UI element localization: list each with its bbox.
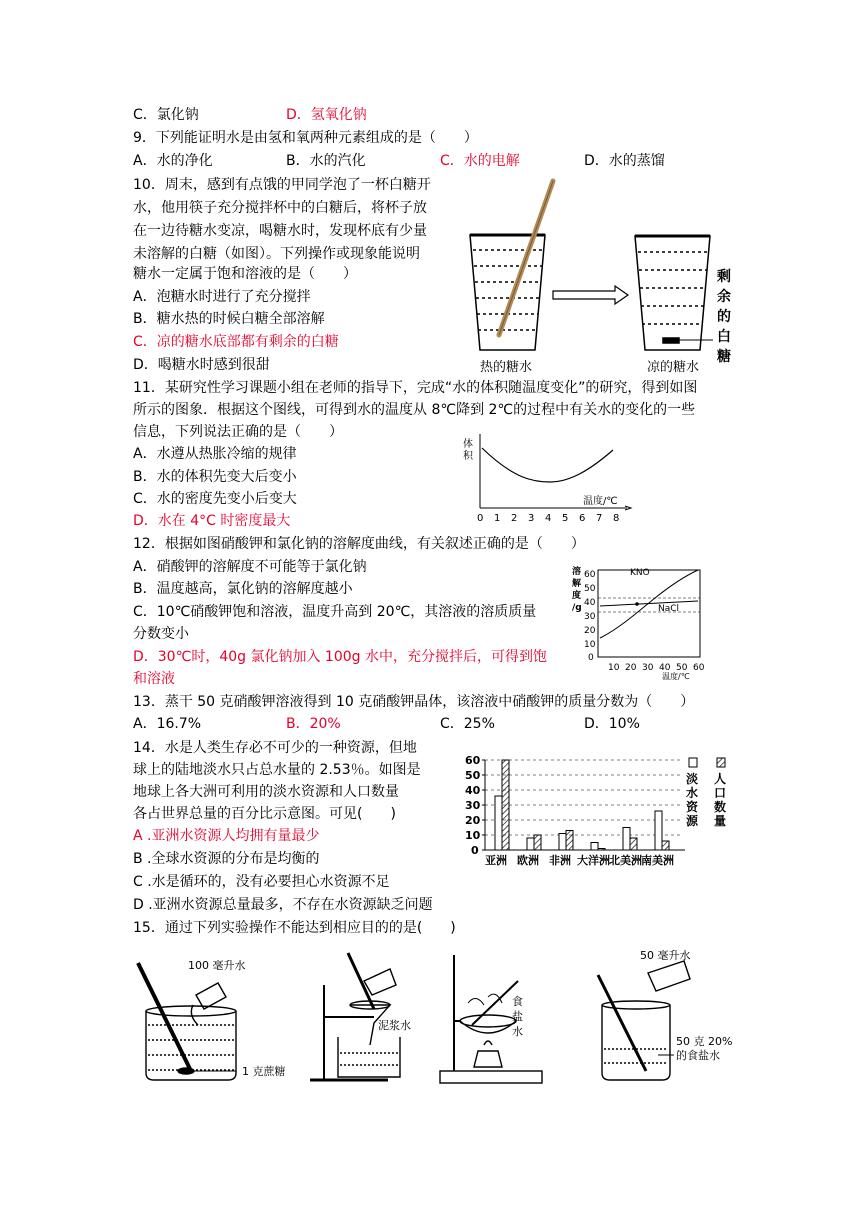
population-bar-5 xyxy=(662,841,669,850)
q13-option-b-answer: B．20% xyxy=(286,716,341,732)
mud-water-label: 泥浆水 xyxy=(378,1019,411,1032)
water-bar-5 xyxy=(655,811,662,850)
svg-text:资: 资 xyxy=(686,800,699,814)
svg-text:50: 50 xyxy=(584,584,596,594)
salt-water-label xyxy=(512,995,523,1038)
q9-option-c-answer: C．水的电解 xyxy=(440,153,520,169)
water-bar-1 xyxy=(527,838,534,850)
svg-text:解: 解 xyxy=(572,579,582,589)
svg-text:/g: /g xyxy=(572,603,582,613)
q13-stem: 13．蒸干 50 克硝酸钾溶液得到 10 克硝酸钾晶体，该溶液中硝酸钾的质量分数为（ ） xyxy=(133,694,695,710)
q11-option-b: B．水的体积先变大后变小 xyxy=(133,469,297,485)
y-tick-label: 30 xyxy=(465,799,481,812)
water-bar-2 xyxy=(559,834,566,851)
q14-option-a-answer: A .亚洲水资源人均拥有量最少 xyxy=(133,828,320,844)
q10-option-d: D．喝糖水时感到很甜 xyxy=(133,357,270,373)
legend-population-label xyxy=(714,772,726,828)
nacl-curve xyxy=(600,601,698,606)
q10-line-3: 在一边待糖水变凉，喝糖水时，发现杯底有少量 xyxy=(133,223,427,239)
q14-option-b: B .全球水资源的分布是均衡的 xyxy=(133,851,320,867)
q13-option-a: A．16.7% xyxy=(133,716,202,732)
cold-cup-icon xyxy=(635,236,710,350)
sugar-1g-label: 1 克蔗糖 xyxy=(242,1065,286,1078)
q11-line-3: 信息，下列说法正确的是（ ） xyxy=(133,424,343,440)
svg-text:4: 4 xyxy=(545,513,552,524)
q10-line-1: 10．周末，感到有点饿的甲同学泡了一杯白糖开 xyxy=(133,177,431,193)
y-tick-label: 60 xyxy=(465,754,481,767)
svg-text:0: 0 xyxy=(477,513,484,524)
q10-line-5: 糖水一定属于饱和溶液的是（ ） xyxy=(133,266,357,282)
svg-text:度: 度 xyxy=(572,591,582,601)
water-volume-graph xyxy=(455,430,635,525)
hot-water-label: 热的糖水 xyxy=(480,360,533,375)
water-bar-4 xyxy=(623,828,630,851)
svg-text:50: 50 xyxy=(676,663,688,673)
hot-cup-icon xyxy=(470,235,545,350)
svg-text:人: 人 xyxy=(714,772,727,786)
beaker-dissolve-figure xyxy=(138,963,236,1080)
q14-option-d: D .亚洲水资源总量最多，不存在水资源缺乏问题 xyxy=(133,897,433,913)
svg-text:60: 60 xyxy=(693,663,705,673)
svg-text:30: 30 xyxy=(642,663,654,673)
svg-text:0: 0 xyxy=(588,653,594,663)
water-population-bar-chart xyxy=(455,748,745,868)
water-bar-0 xyxy=(495,796,502,850)
svg-text:60: 60 xyxy=(584,570,596,580)
x-axis-label: 温度/℃ xyxy=(662,672,690,680)
experiment-figures xyxy=(128,945,748,1085)
sugar-water-figure xyxy=(465,178,735,378)
svg-text:口: 口 xyxy=(714,786,727,800)
y-tick-labels xyxy=(584,570,596,663)
q11-option-a: A．水遵从热胀冷缩的规律 xyxy=(133,446,297,462)
q14-line-3: 地球上各大洲可利用的淡水资源和人口数量 xyxy=(133,784,399,800)
svg-text:积: 积 xyxy=(463,451,473,462)
q12-option-d-answer-line2: 和溶液 xyxy=(133,671,175,687)
category-label: 亚洲 xyxy=(485,854,507,867)
svg-text:40: 40 xyxy=(659,663,671,673)
y-tick-label: 50 xyxy=(465,769,481,782)
q10-option-b: B．糖水热的时候白糖全部溶解 xyxy=(133,311,325,327)
volume-curve xyxy=(482,448,613,482)
y-axis-label xyxy=(572,565,582,613)
svg-text:剩: 剩 xyxy=(717,269,731,285)
y-tick-label: 10 xyxy=(465,829,481,842)
svg-text:3: 3 xyxy=(528,513,535,524)
svg-text:水: 水 xyxy=(686,786,699,800)
x-axis-label: 温度/℃ xyxy=(583,496,618,507)
svg-text:40: 40 xyxy=(584,598,596,608)
q14-line-2: 球上的陆地淡水只占总水量的 2.53％。如图是 xyxy=(133,762,421,778)
q9-stem: 9．下列能证明水是由氢和氧两种元素组成的是（ ） xyxy=(133,130,478,146)
svg-text:8: 8 xyxy=(613,513,620,524)
y-tick-labels xyxy=(465,754,481,857)
svg-text:盐: 盐 xyxy=(512,1010,523,1023)
q14-option-c: C .水是循环的，没有必要担心水资源不足 xyxy=(133,874,390,890)
svg-text:源: 源 xyxy=(686,814,699,828)
svg-text:的: 的 xyxy=(717,309,731,325)
q15-stem: 15．通过下列实验操作不能达到相应目的的是( ) xyxy=(133,920,456,936)
q11-line-2: 所示的图象．根据这个图线，可得到水的温度从 8℃降到 2℃的过程中有关水的变化的一些 xyxy=(133,402,696,418)
svg-text:糖: 糖 xyxy=(717,349,731,365)
cold-water-label: 凉的糖水 xyxy=(647,360,700,375)
svg-text:7: 7 xyxy=(596,513,603,524)
dilution-figure xyxy=(598,961,690,1080)
category-label: 大洋洲 xyxy=(577,854,610,867)
population-bar-4 xyxy=(630,838,637,850)
category-label: 欧洲 xyxy=(517,854,539,867)
legend-population-swatch xyxy=(717,758,725,767)
category-label: 北美洲 xyxy=(609,854,642,867)
x-tick-labels xyxy=(608,663,705,673)
legend-water-swatch xyxy=(689,758,697,767)
q13-option-c: C．25% xyxy=(440,716,495,732)
q10-option-c-answer: C．凉的糖水底部都有剩余的白糖 xyxy=(133,334,339,350)
option-d-answer: D．氢氧化钠 xyxy=(286,107,367,123)
q11-option-c: C．水的密度先变小后变大 xyxy=(133,491,297,507)
category-label: 非洲 xyxy=(549,854,571,867)
population-bar-0 xyxy=(502,760,509,850)
solubility-chart xyxy=(570,560,710,680)
q9-option-a: A．水的净化 xyxy=(133,153,213,169)
q12-option-c-line1: C．10℃硝酸钾饱和溶液，温度升高到 20℃，其溶液的溶质质量 xyxy=(133,604,537,620)
svg-text:淡: 淡 xyxy=(686,772,699,786)
population-bar-2 xyxy=(566,831,573,851)
population-bar-1 xyxy=(534,835,541,850)
filtration-figure xyxy=(310,953,400,1080)
svg-text:数: 数 xyxy=(714,800,727,814)
nacl-label: NaCl xyxy=(658,604,680,614)
q11-option-d-answer: D．水在 4°C 时密度最大 xyxy=(133,513,291,529)
svg-text:溶: 溶 xyxy=(572,567,582,577)
svg-text:10: 10 xyxy=(584,640,596,650)
svg-text:白: 白 xyxy=(717,329,731,345)
water-100ml-label: 100 毫升水 xyxy=(188,959,246,972)
q14-line-4: 各占世界总量的百分比示意图。可见( ) xyxy=(133,806,396,822)
q10-line-4: 未溶解的白糖（如图）。下列操作或现象能说明 xyxy=(133,246,420,262)
svg-text:10: 10 xyxy=(608,663,620,673)
svg-text:2: 2 xyxy=(511,513,518,524)
q12-option-c-line2: 分数变小 xyxy=(133,626,189,642)
y-tick-label: 40 xyxy=(465,784,481,797)
svg-text:20: 20 xyxy=(584,626,596,636)
leftover-sugar-label xyxy=(717,268,731,365)
population-bar-3 xyxy=(598,849,605,851)
option-c: C．氯化钠 xyxy=(133,107,199,123)
evaporation-figure xyxy=(440,955,542,1083)
q10-line-2: 水，他用筷子充分搅拌杯中的白糖后，将杯子放 xyxy=(133,200,427,216)
legend-water-label xyxy=(686,771,699,828)
q10-option-a: A．泡糖水时进行了充分搅拌 xyxy=(133,289,311,305)
q12-option-a: A．硝酸钾的溶解度不可能等于氯化钠 xyxy=(133,559,367,575)
q9-option-b: B．水的汽化 xyxy=(286,153,366,169)
svg-text:5: 5 xyxy=(562,513,569,524)
svg-text:体: 体 xyxy=(463,439,473,450)
kno3-label: KNO xyxy=(630,568,650,578)
svg-text:6: 6 xyxy=(579,513,586,524)
salt-solution-label-2: 的食盐水 xyxy=(676,1049,720,1062)
svg-text:1: 1 xyxy=(494,513,501,524)
y-tick-label: 0 xyxy=(471,844,479,857)
y-tick-label: 20 xyxy=(465,814,481,827)
salt-solution-label-1: 50 克 20% xyxy=(676,1035,733,1048)
q9-option-d: D．水的蒸馏 xyxy=(584,153,665,169)
q13-option-d: D．10% xyxy=(584,716,640,732)
q14-line-1: 14．水是人类生存必不可少的一种资源，但地 xyxy=(133,740,417,756)
q11-line-1: 11．某研究性学习课题小组在老师的指导下，完成“水的体积随温度变化”的研究，得到如图 xyxy=(133,380,698,396)
svg-text:20: 20 xyxy=(625,663,637,673)
water-50ml-label: 50 毫升水 xyxy=(640,949,691,962)
category-label: 南美洲 xyxy=(641,854,674,867)
svg-text:水: 水 xyxy=(512,1025,523,1038)
svg-text:食: 食 xyxy=(512,995,523,1008)
svg-text:余: 余 xyxy=(717,289,731,305)
svg-text:量: 量 xyxy=(714,814,727,828)
svg-text:30: 30 xyxy=(584,612,596,622)
water-bar-3 xyxy=(591,843,598,851)
q12-stem: 12．根据如图硝酸钾和氯化钠的溶解度曲线，有关叙述正确的是（ ） xyxy=(133,536,585,552)
q12-option-d-answer-line1: D．30℃时，40g 氯化钠加入 100g 水中，充分搅拌后，可得到饱 xyxy=(133,649,547,665)
right-arrow-icon xyxy=(553,286,628,304)
q12-option-b: B．温度越高，氯化钠的溶解度越小 xyxy=(133,581,353,597)
x-tick-labels xyxy=(477,513,619,524)
